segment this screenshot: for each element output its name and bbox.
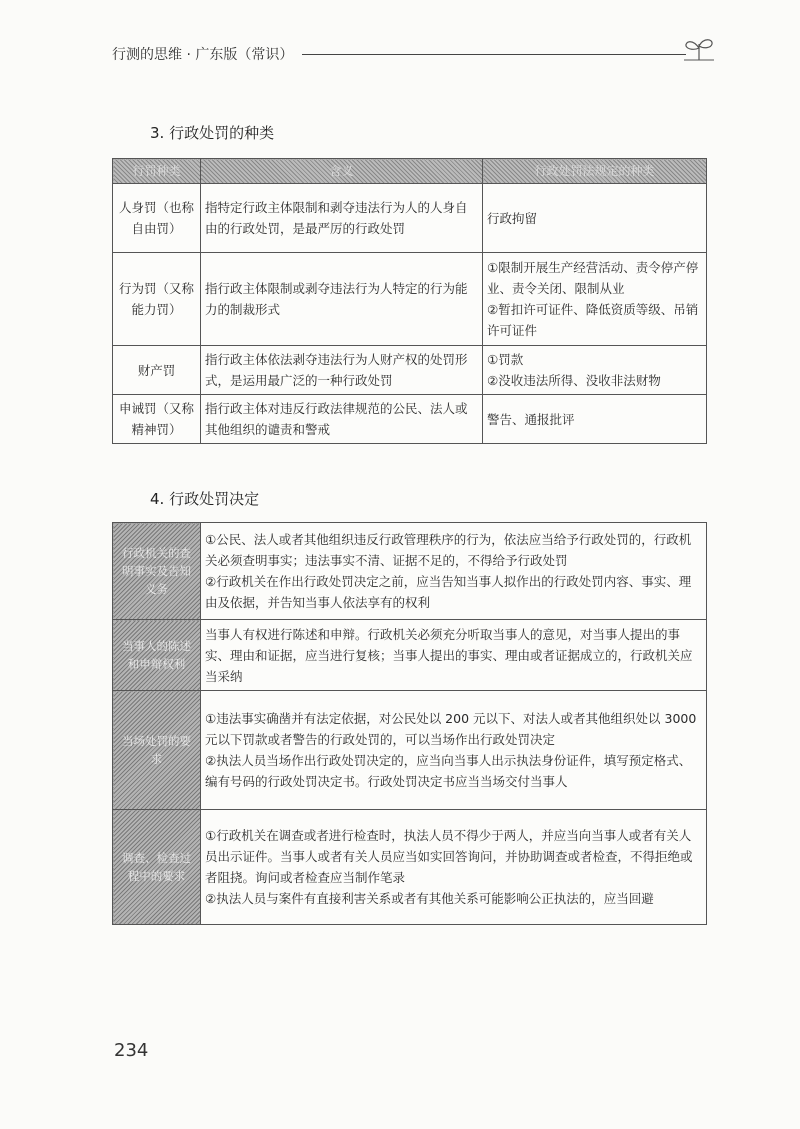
kind-item: ①罚款 — [487, 352, 524, 367]
section-title-penalty-types: 3. 行政处罚的种类 — [150, 124, 275, 142]
kind-item: ①限制开展生产经营活动、责令停产停业、责令关闭、限制从业 — [487, 260, 699, 296]
penalty-types-table — [112, 158, 707, 444]
penalty-type-cell: 申诫罚（又称精神罚） — [113, 395, 201, 444]
row-label: 行政机关的查明事实及告知义务 — [113, 523, 201, 620]
penalty-type-cell: 行为罚（又称能力罚） — [113, 253, 201, 346]
penalty-type-cell: 人身罚（也称自由罚） — [113, 184, 201, 253]
penalty-kinds-cell — [483, 346, 707, 395]
content-item: ②执法人员当场作出行政处罚决定的，应当向当事人出示执法身份证件，填写预定格式、编有号码的行政处罚决定书。行政处罚决定书应当当场交付当事人 — [205, 753, 692, 789]
table-row — [113, 523, 707, 620]
content-item: 当事人有权进行陈述和申辩。行政机关必须充分听取当事人的意见，对当事人提出的事实、理由和证据，应当进行复核；当事人提出的事实、理由或者证据成立的，行政机关应当采纳 — [205, 626, 693, 684]
content-item: ①行政机关在调查或者进行检查时，执法人员不得少于两人，并应当向当事人或者有关人员出示证件。当事人或者有关人员应当如实回答询问，并协助调查或者检查，不得拒绝或者阻挠。询问或者检查应当制作笔录 — [205, 828, 693, 885]
row-label: 当事人的陈述和申辩权利 — [113, 620, 201, 691]
column-header: 行政处罚法规定的种类 — [483, 159, 707, 184]
row-content — [201, 523, 707, 620]
table-row — [113, 810, 707, 925]
row-label: 调查、检查过程中的要求 — [113, 810, 201, 925]
kind-item: 警告、通报批评 — [487, 411, 575, 427]
sprout-icon — [682, 36, 716, 62]
penalty-decision-table — [112, 522, 707, 925]
row-content — [201, 691, 707, 810]
penalty-meaning-cell: 指行政主体依法剥夺违法行为人财产权的处罚形式，是运用最广泛的一种行政处罚 — [201, 346, 483, 395]
column-header: 含义 — [201, 159, 483, 184]
row-content — [201, 620, 707, 691]
table-row — [113, 346, 707, 395]
row-content — [201, 810, 707, 925]
table-row — [113, 184, 707, 253]
running-title: 行测的思维 · 广东版（常识） — [112, 47, 294, 63]
table-row — [113, 253, 707, 346]
page-number: 234 — [114, 1040, 149, 1061]
table-header-row — [113, 159, 707, 184]
kind-item: ②没收违法所得、没收非法财物 — [487, 373, 661, 388]
column-header: 行罚种类 — [113, 159, 201, 184]
kind-item: 行政拘留 — [487, 210, 538, 226]
kind-item: ②暂扣许可证件、降低资质等级、吊销许可证件 — [487, 302, 699, 338]
penalty-kinds-cell — [483, 395, 707, 444]
row-label: 当场处罚的要求 — [113, 691, 201, 810]
penalty-meaning-cell: 指行政主体限制或剥夺违法行为人特定的行为能力的制裁形式 — [201, 253, 483, 346]
running-header — [112, 40, 712, 70]
penalty-kinds-cell — [483, 184, 707, 253]
content-item: ①公民、法人或者其他组织违反行政管理秩序的行为，依法应当给予行政处罚的，行政机关必须查明事实；违法事实不清、证据不足的，不得给予行政处罚 — [205, 532, 692, 568]
penalty-meaning-cell: 指特定行政主体限制和剥夺违法行为人的人身自由的行政处罚，是最严厉的行政处罚 — [201, 184, 483, 253]
table-row — [113, 395, 707, 444]
header-rule — [302, 54, 686, 55]
content-item: ②行政机关在作出行政处罚决定之前，应当告知当事人拟作出的行政处罚内容、事实、理由及依据，并告知当事人依法享有的权利 — [205, 574, 692, 610]
penalty-kinds-cell — [483, 253, 707, 346]
penalty-type-cell: 财产罚 — [113, 346, 201, 395]
penalty-meaning-cell: 指行政主体对违反行政法律规范的公民、法人或其他组织的谴责和警戒 — [201, 395, 483, 444]
section-title-penalty-decision: 4. 行政处罚决定 — [150, 490, 260, 508]
content-item: ②执法人员与案件有直接利害关系或者有其他关系可能影响公正执法的，应当回避 — [205, 891, 654, 906]
table-row — [113, 620, 707, 691]
content-item: ①违法事实确凿并有法定依据，对公民处以 200 元以下、对法人或者其他组织处以 3000 元以下罚款或者警告的行政处罚的，可以当场作出行政处罚决定 — [205, 711, 697, 747]
table-row — [113, 691, 707, 810]
